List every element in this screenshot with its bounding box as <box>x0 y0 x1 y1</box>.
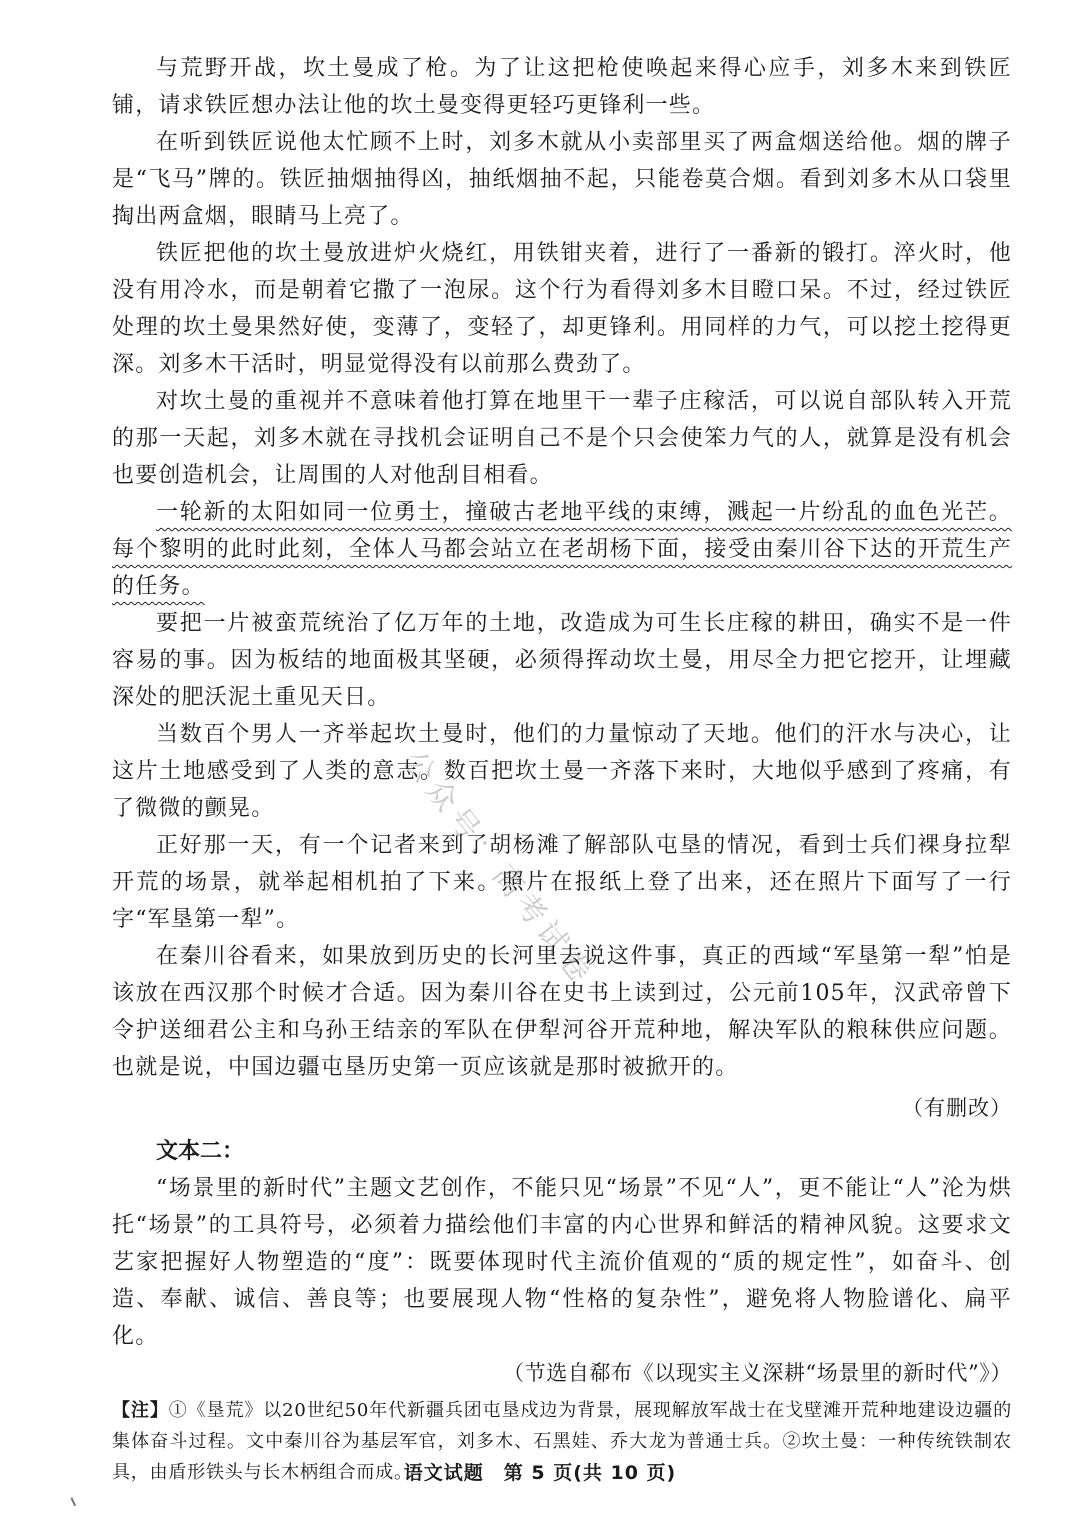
reading-passage <box>112 50 1012 1488</box>
story-paragraph-1: 与荒野开战，坎土曼成了枪。为了让这把枪使唤起来得心应手，刘多木来到铁匠铺，请求铁匠想办法让他的坎土曼变得更轻巧更锋利一些。 <box>112 56 1012 118</box>
story-paragraph-8: 正好那一天，有一个记者来到了胡杨滩了解部队屯垦的情况，看到士兵们裸身拉犁开荒的场景，就举起相机拍了下来。照片在报纸上登了出来，还在照片下面写了一行字“军垦第一犁”。 <box>112 833 1012 932</box>
text-two-paragraph: “场景里的新时代”主题文艺创作，不能只见“场景”不见“人”，更不能让“人”沦为烘托“场景”的工具符号，必须着力描绘他们丰富的内心世界和鲜活的精神风貌。这要求文艺家把握好人物塑造的“度”：既要体现时代主流价值观的“质的规定性”，如奋斗、创造、奉献、诚信、善良等；也要展现人物“性格的复杂性”，避免将人物脸谱化、扁平化。 <box>112 1176 1012 1349</box>
story-paragraph-3: 铁匠把他的坎土曼放进炉火烧红，用铁钳夹着，进行了一番新的锻打。淬火时，他没有用冷水，而是朝着它撒了一泡尿。这个行为看得刘多木目瞪口呆。不过，经过铁匠处理的坎土曼果然好使，变薄了，变轻了，却更锋利。用同样的力气，可以挖土挖得更深。刘多木干活时，明显觉得没有以前那么费劲了。 <box>112 241 1012 377</box>
story-paragraph-9: 在秦川谷看来，如果放到历史的长河里去说这件事，真正的西域“军垦第一犁”怕是该放在西汉那个时候才合适。因为秦川谷在史书上读到过，公元前105年，汉武帝曾下令护送细君公主和乌孙王结亲的军队在伊犁河谷开荒种地，解决军队的粮秣供应问题。也就是说，中国边疆屯垦历史第一页应该就是那时被掀开的。 <box>112 944 1012 1080</box>
revision-note: （有删改） <box>902 1096 1012 1120</box>
story-paragraph-7: 当数百个男人一齐举起坎土曼时，他们的力量惊动了天地。他们的汗水与决心，让这片土地感受到了人类的意志。数百把坎土曼一齐落下来时，大地似乎感到了疼痛，有了微微的颤晃。 <box>112 722 1012 821</box>
footnote-text: ①《垦荒》以20世纪50年代新疆兵团屯垦戍边为背景，展现解放军战士在戈壁滩开荒种地建设边疆的集体奋斗过程。文中秦川谷为基层军官，刘多木、石黑娃、乔大龙为普通士兵。②坎土曼：一种传统铁制农具，由盾形铁头与长木柄组合而成。 <box>112 1400 1012 1483</box>
watermark-text: 公众号：高考试卷 <box>396 744 602 994</box>
story-paragraph-4: 对坎土曼的重视并不意味着他打算在地里干一辈子庄稼活，可以说自部队转入开荒的那一天起，刘多木就在寻找机会证明自己不是个只会使笨力气的人，就算是没有机会也要创造机会，让周围的人对他刮目相看。 <box>112 389 1012 488</box>
footnote-tag: 【注】 <box>112 1400 169 1421</box>
story-paragraph-5-wavy-underlined: 一轮新的太阳如同一位勇士，撞破古老地平线的束缚，溅起一片纷乱的血色光芒。每个黎明的此时此刻，全体人马都会站立在老胡杨下面，接受由秦川谷下达的开荒生产的任务。 <box>112 500 1012 599</box>
story-paragraph-6: 要把一片被蛮荒统治了亿万年的土地，改造成为可生长庄稼的耕田，确实不是一件容易的事。因为板结的地面极其坚硬，必须得挥动坎土曼，用尽全力把它挖开，让埋藏深处的肥沃泥土重见天日。 <box>112 611 1012 710</box>
text-two-title: 文本二： <box>156 1139 245 1164</box>
scan-speck-mark <box>70 1495 81 1507</box>
story-paragraph-2: 在听到铁匠说他太忙顾不上时，刘多木就从小卖部里买了两盒烟送给他。烟的牌子是“飞马”牌的。铁匠抽烟抽得凶，抽纸烟抽不起，只能卷莫合烟。看到刘多木从口袋里掏出两盒烟，眼睛马上亮了。 <box>112 130 1012 229</box>
text-two-source: （节选自郗布《以现实主义深耕“场景里的新时代”》） <box>503 1361 1012 1385</box>
page-footer: 语文试题 第 5 页(共 10 页) <box>403 1462 677 1484</box>
